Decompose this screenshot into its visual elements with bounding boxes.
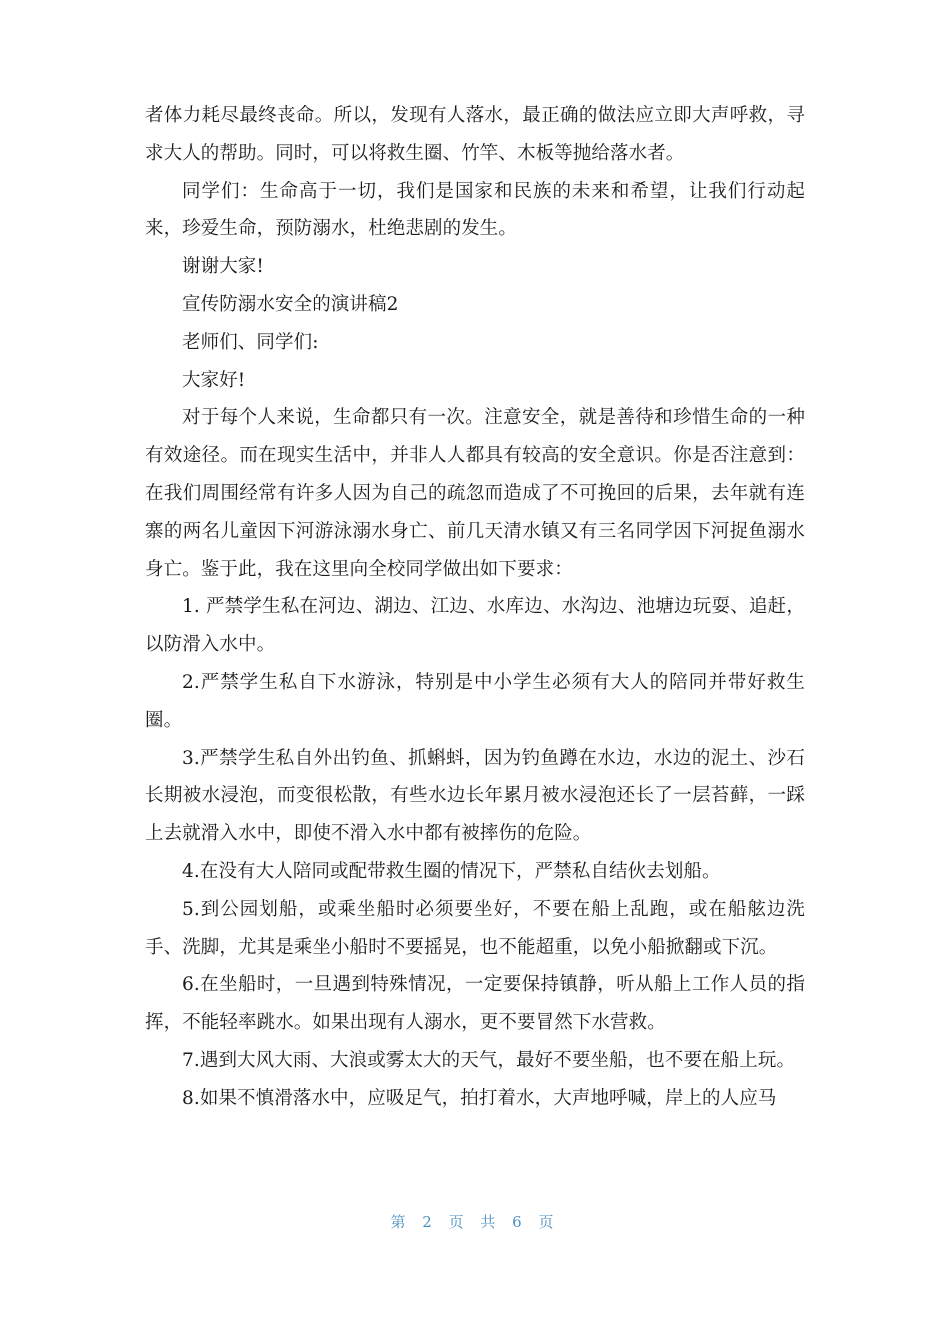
rule-1: 1. 严禁学生私在河边、湖边、江边、水库边、水沟边、池塘边玩耍、追赶，以防滑入水中。 (145, 596, 805, 656)
rule-6: 6.在坐船时，一旦遇到特殊情况，一定要保持镇静，听从船上工作人员的指挥，不能轻率跳水。如果出现有人溺水，更不要冒然下水营救。 (145, 974, 805, 1034)
rule-2: 2.严禁学生私自下水游泳，特别是中小学生必须有大人的陪同并带好救生圈。 (145, 671, 805, 731)
rule-3: 3.严禁学生私自外出钓鱼、抓蝌蚪，因为钓鱼蹲在水边，水边的泥土、沙石长期被水浸泡，而变很松散，有些水边长年累月被水浸泡还长了一层苔藓，一踩上去就滑入水中，即使不滑入水中都有被摔伤的危险。 (145, 747, 805, 845)
paragraph-1: 者体力耗尽最终丧命。所以，发现有人落水，最正确的做法应立即大声呼救，寻求大人的帮助。同时，可以将救生圈、竹竿、木板等抛给落水者。 (145, 105, 805, 164)
salutation: 老师们、同学们: (182, 331, 319, 353)
rule-5: 5.到公园划船，或乘坐船时必须要坐好，不要在船上乱跑，或在船舷边洗手、洗脚，尤其是乘坐小船时不要摇晃，也不能超重，以免小船掀翻或下沉。 (145, 898, 805, 958)
paragraph-intro: 对于每个人来说，生命都只有一次。注意安全，就是善待和珍惜生命的一种有效途径。而在现实生活中，并非人人都具有较高的安全意识。你是否注意到：在我们周围经常有许多人因为自己的疏忽而造成了不可挽回的后果，去年就有连寨的两名儿童因下河游泳溺水身亡、前几天清水镇又有三名同学因下河捉鱼溺水身亡。鉴于此，我在这里向全校同学做出如下要求： (145, 407, 805, 580)
paragraph-2: 同学们：生命高于一切，我们是国家和民族的未来和希望，让我们行动起来，珍爱生命，预防溺水，杜绝悲剧的发生。 (145, 180, 805, 240)
rule-7: 7.遇到大风大雨、大浪或雾太大的天气，最好不要坐船，也不要在船上玩。 (182, 1049, 796, 1071)
page-number-footer: 第 2 页 共 6 页 (390, 1213, 560, 1231)
section-title: 宣传防溺水安全的演讲稿2 (182, 293, 399, 315)
rule-8: 8.如果不慎滑落水中，应吸足气，拍打着水，大声地呼喊，岸上的人应马 (182, 1087, 777, 1109)
greeting: 大家好! (182, 369, 246, 391)
paragraph-3: 谢谢大家! (182, 256, 264, 278)
document-body (145, 97, 805, 1118)
rule-4: 4.在没有大人陪同或配带救生圈的情况下，严禁私自结伙去划船。 (182, 860, 721, 882)
